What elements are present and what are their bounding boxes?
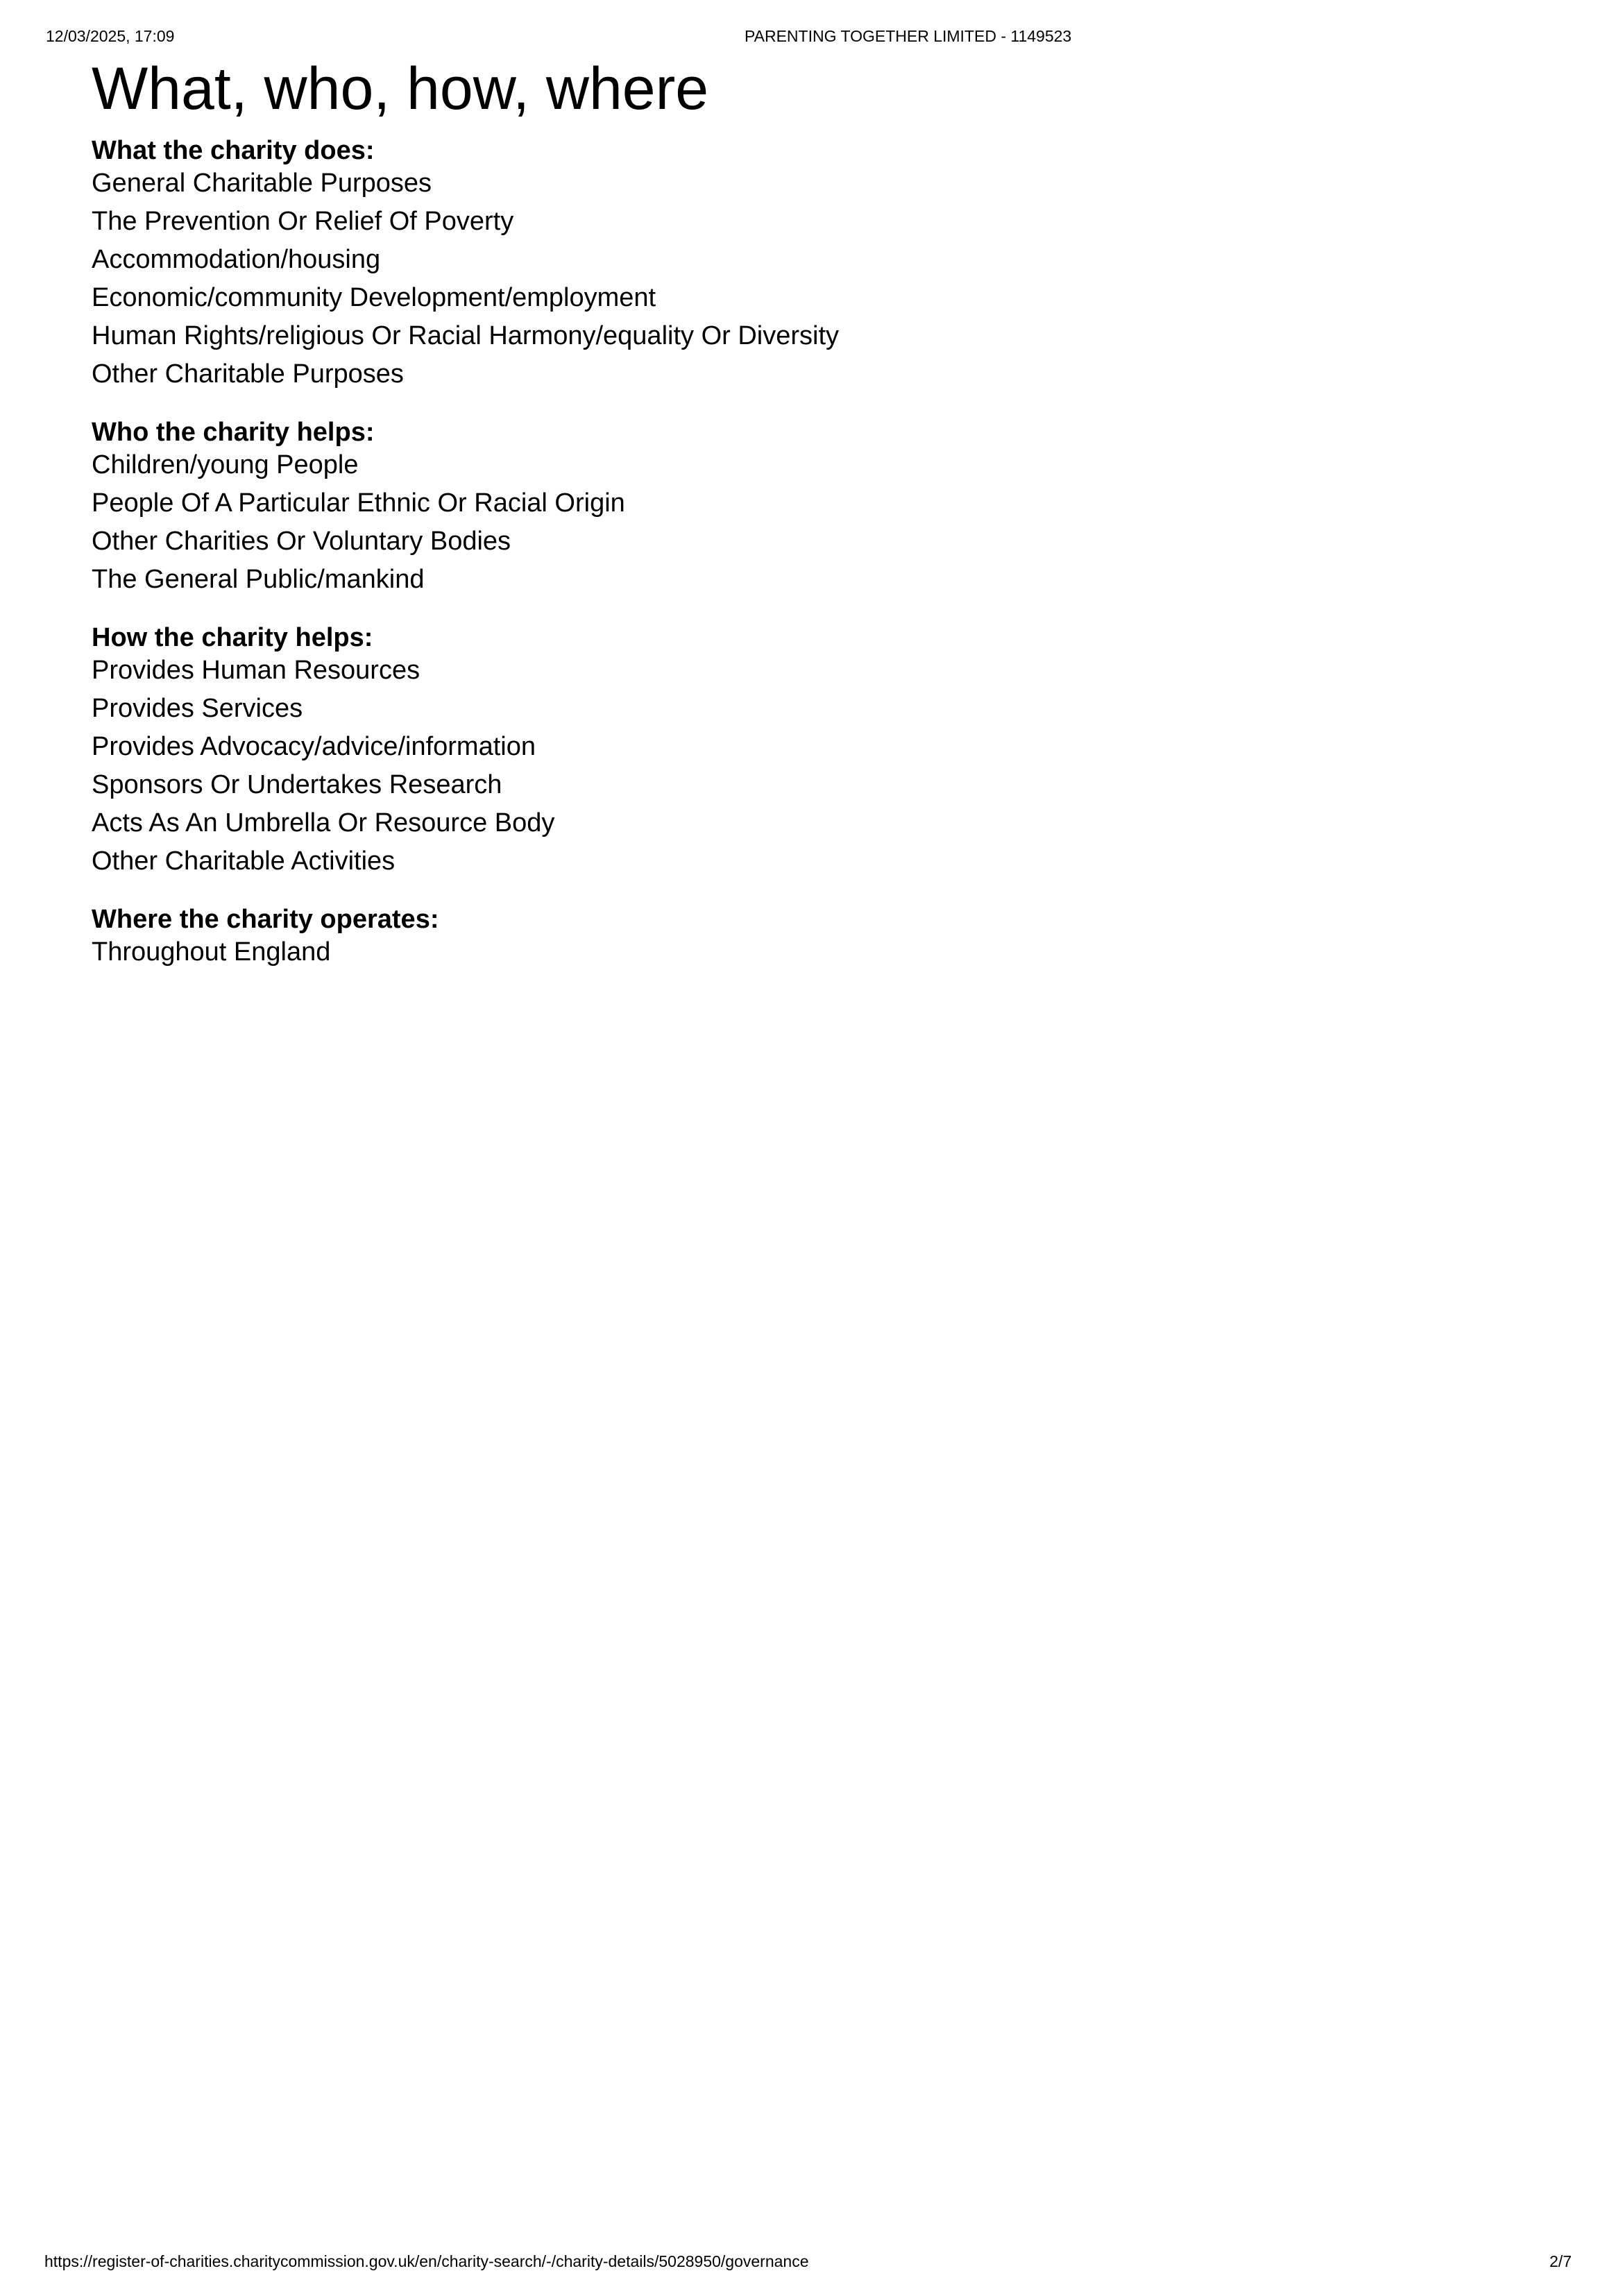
header-doc-title: PARENTING TOGETHER LIMITED - 1149523 <box>745 27 1072 45</box>
list-item: Economic/community Development/employment <box>92 283 656 312</box>
list-item: Provides Services <box>92 694 303 723</box>
list-item: Other Charitable Activities <box>92 847 396 876</box>
list-item: Sponsors Or Undertakes Research <box>92 770 502 799</box>
section-heading: Who the charity helps: <box>92 418 375 447</box>
list-item: Provides Human Resources <box>92 656 420 685</box>
list-item: Provides Advocacy/advice/information <box>92 732 536 761</box>
list-item: Human Rights/religious Or Racial Harmony/equality Or Diversity <box>92 321 840 350</box>
list-item: People Of A Particular Ethnic Or Racial Origin <box>92 488 625 518</box>
charity-section <box>92 137 1561 393</box>
list-item: Other Charitable Purposes <box>92 359 404 389</box>
document-content <box>92 50 1561 971</box>
charity-section <box>92 905 1561 971</box>
header-datetime: 12/03/2025, 17:09 <box>46 27 175 45</box>
section-heading: How the charity helps: <box>92 623 373 652</box>
list-item: Acts As An Umbrella Or Resource Body <box>92 808 555 837</box>
list-item: The General Public/mankind <box>92 565 425 594</box>
section-heading: Where the charity operates: <box>92 905 439 934</box>
list-item: Accommodation/housing <box>92 245 381 274</box>
list-item: The Prevention Or Relief Of Poverty <box>92 207 514 236</box>
footer-page-number: 2/7 <box>1549 2252 1572 2270</box>
list-item: Throughout England <box>92 937 331 967</box>
charity-section <box>92 418 1561 599</box>
list-item: Children/young People <box>92 450 359 479</box>
page-title: What, who, how, where <box>92 56 709 122</box>
list-item: Other Charities Or Voluntary Bodies <box>92 527 511 556</box>
list-item: General Charitable Purposes <box>92 169 432 198</box>
charity-section <box>92 624 1561 881</box>
footer-url: https://register-of-charities.charitycommission.gov.uk/en/charity-search/-/charity-details/5028950/governance <box>44 2252 809 2270</box>
section-heading: What the charity does: <box>92 136 375 165</box>
sections-container <box>92 137 1561 971</box>
